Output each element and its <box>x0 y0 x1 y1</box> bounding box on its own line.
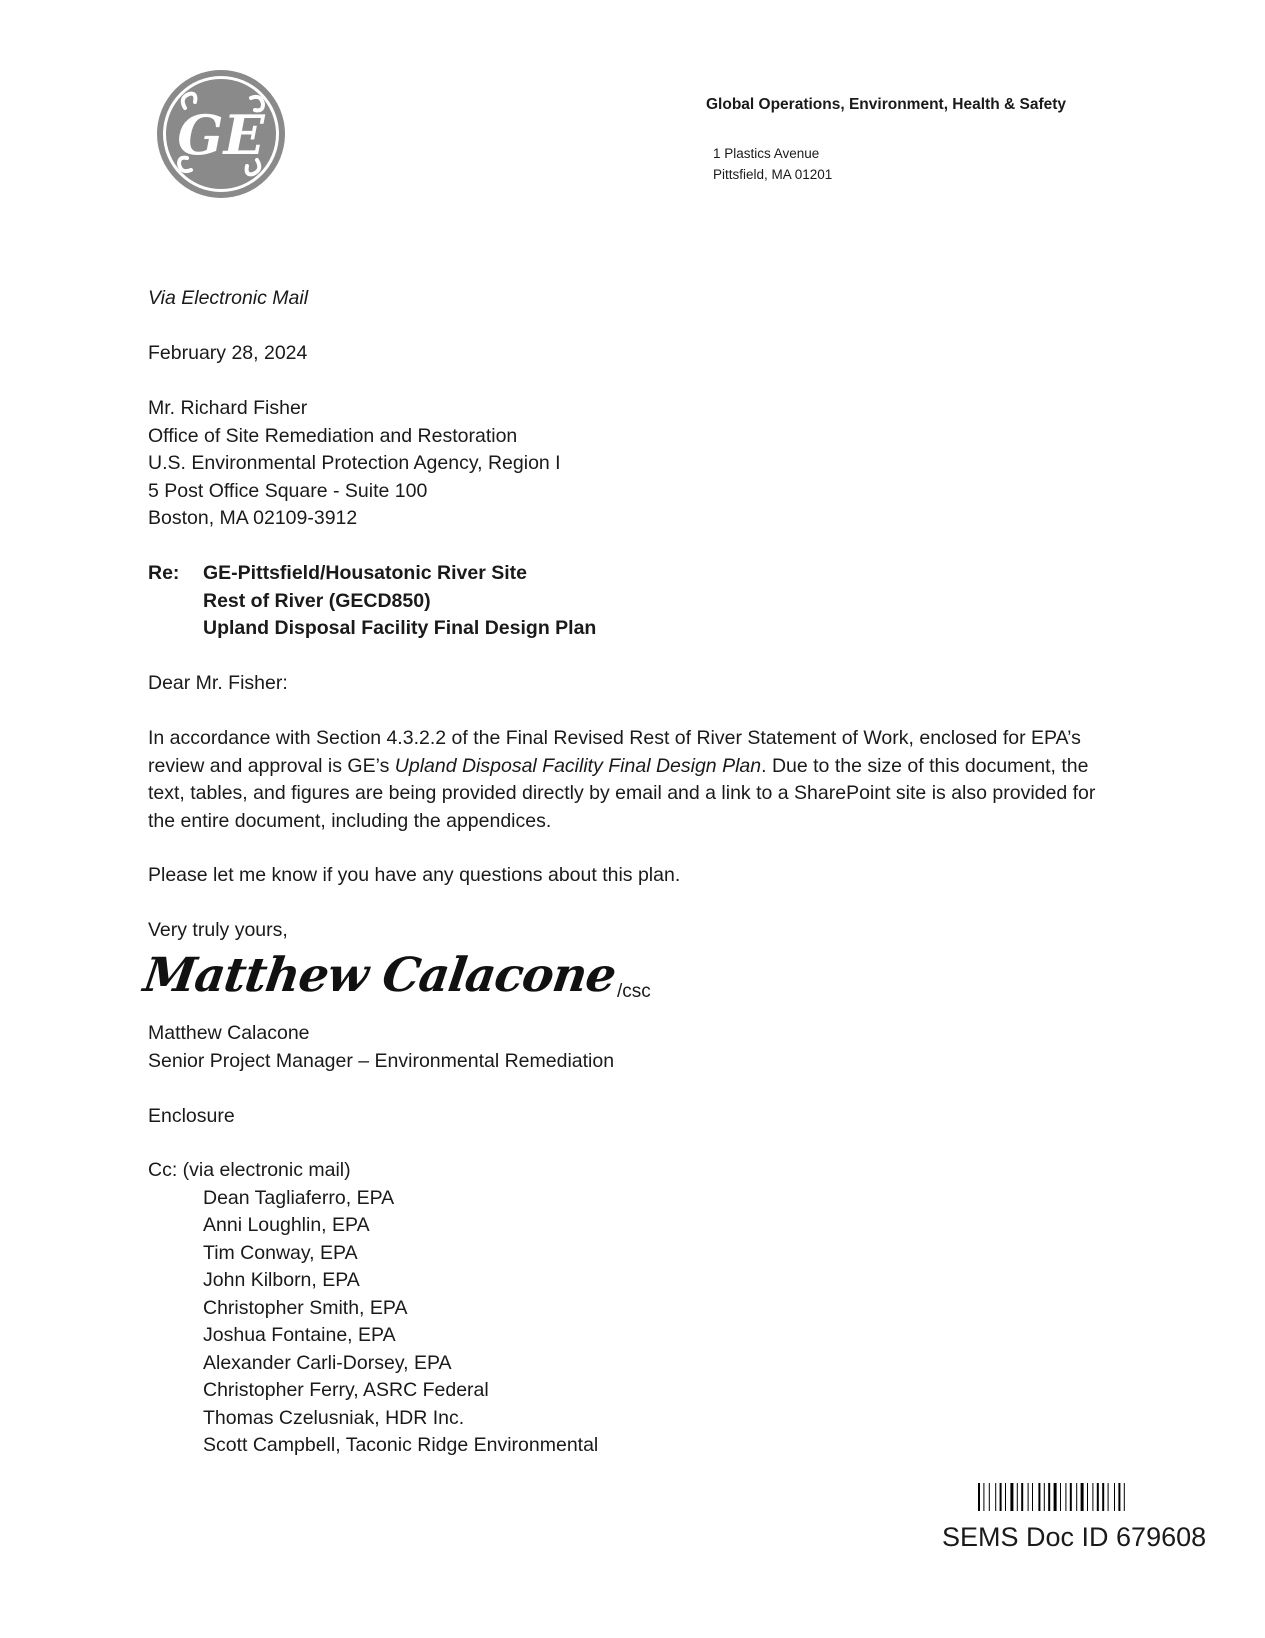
recipient-block <box>148 395 561 533</box>
cc-recipient: Thomas Czelusniak, HDR Inc. <box>203 1406 465 1429</box>
sems-doc-id: SEMS Doc ID 679608 <box>942 1522 1207 1552</box>
body-paragraph-1 <box>148 725 1108 835</box>
signer-title: Senior Project Manager – Environmental Remediation <box>148 1049 615 1072</box>
signature-initials: /csc <box>617 981 651 1002</box>
header-address-line1: 1 Plastics Avenue <box>713 146 820 161</box>
para1-document-title: Upland Disposal Facility Final Design Plan <box>394 754 762 777</box>
cc-label: Cc: (via electronic mail) <box>148 1159 351 1181</box>
para1-text-a: In accordance with Section 4.3.2.2 of the Final Revised Rest of River Statement of Work, enclosed for EPA’s review and approval is GE’s <box>148 727 1081 777</box>
recipient-line: Office of Site Remediation and Restoration <box>148 424 518 447</box>
letter-date: February 28, 2024 <box>148 342 308 364</box>
cc-list <box>203 1185 598 1460</box>
signature <box>140 948 651 1010</box>
signer-name: Matthew Calacone <box>148 1022 310 1044</box>
recipient-line: U.S. Environmental Protection Agency, Region I <box>148 452 561 474</box>
ge-logo <box>155 68 287 200</box>
signature-script: Matthew Calacone <box>140 948 619 1003</box>
signer-block <box>148 1020 614 1075</box>
barcode-icon <box>978 1483 1168 1511</box>
subject-line: Upland Disposal Facility Final Design Plan <box>203 617 597 639</box>
header-organization: Global Operations, Environment, Health & Safety <box>706 96 1067 113</box>
closing: Very truly yours, <box>148 919 288 941</box>
cc-block <box>148 1157 599 1456</box>
cc-recipient: Scott Campbell, Taconic Ridge Environmental <box>203 1434 599 1456</box>
subject-line: Rest of River (GECD850) <box>203 589 431 612</box>
cc-recipient: Tim Conway, EPA <box>203 1241 358 1264</box>
recipient-line: Mr. Richard Fisher <box>148 397 308 419</box>
enclosure-note: Enclosure <box>148 1105 235 1127</box>
cc-recipient: Joshua Fontaine, EPA <box>203 1324 396 1346</box>
cc-recipient: John Kilborn, EPA <box>203 1269 360 1291</box>
body-paragraph-2: Please let me know if you have any questions about this plan. <box>148 864 681 886</box>
header-address-line2: Pittsfield, MA 01201 <box>713 167 833 182</box>
para1-text-b: . Due to the size of this document, the text, tables, and figures are being provided directly by email and a link to a SharePoint site is also provided for the entire document, including the appendices. <box>148 754 1096 832</box>
cc-recipient: Christopher Ferry, ASRC Federal <box>203 1379 489 1401</box>
subject-label: Re: <box>148 562 180 584</box>
ge-monogram-icon <box>155 68 287 200</box>
ge-logo-text: GE <box>177 103 265 167</box>
recipient-line: Boston, MA 02109-3912 <box>148 507 358 529</box>
cc-recipient: Alexander Carli-Dorsey, EPA <box>203 1351 452 1374</box>
subject-line: GE-Pittsfield/Housatonic River Site <box>203 562 527 584</box>
header-address <box>713 143 832 185</box>
salutation: Dear Mr. Fisher: <box>148 672 288 694</box>
delivery-method: Via Electronic Mail <box>148 287 309 309</box>
cc-recipient: Christopher Smith, EPA <box>203 1296 408 1319</box>
recipient-line: 5 Post Office Square - Suite 100 <box>148 479 428 502</box>
cc-recipient: Anni Loughlin, EPA <box>203 1214 370 1236</box>
cc-recipient: Dean Tagliaferro, EPA <box>203 1186 395 1209</box>
